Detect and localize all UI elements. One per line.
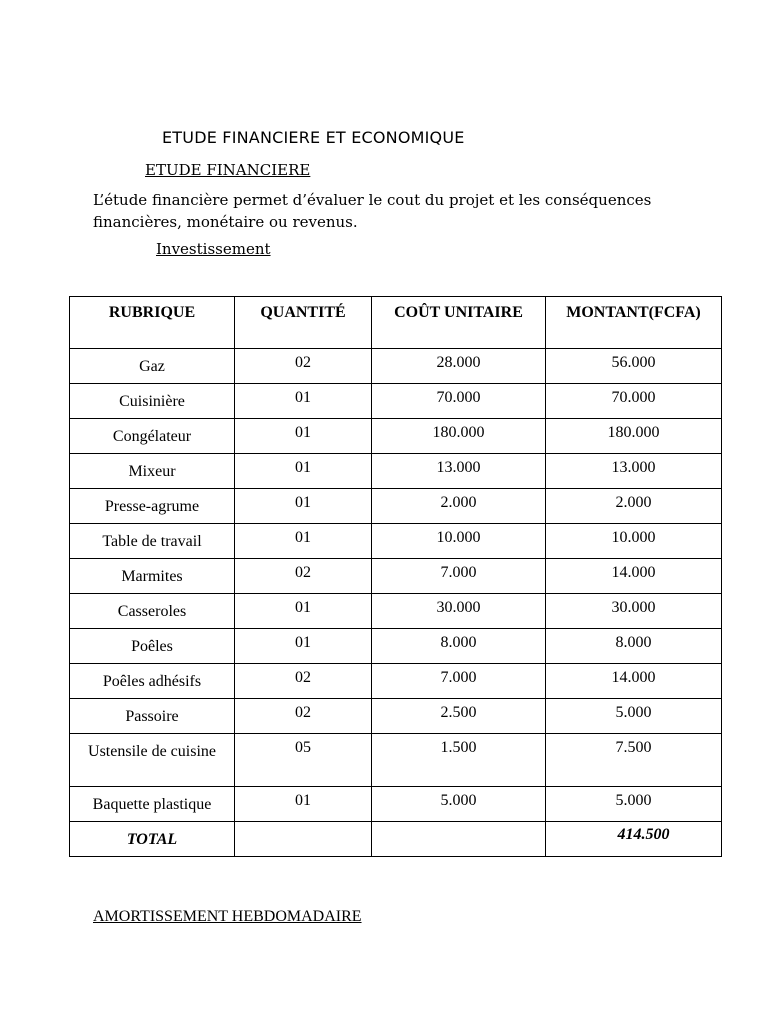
table-row: [70, 559, 722, 594]
document-title: ETUDE FINANCIERE ET ECONOMIQUE: [162, 128, 465, 147]
cell-montant: 2.000: [546, 489, 722, 524]
table-total-row: [70, 822, 722, 857]
cell-montant: 10.000: [546, 524, 722, 559]
subsection-title: Investissement: [156, 240, 271, 258]
cell-quantite: 05: [235, 734, 372, 787]
header-montant: MONTANT(FCFA): [546, 297, 722, 349]
amortissement-title: AMORTISSEMENT HEBDOMADAIRE: [93, 908, 362, 925]
cell-montant: 14.000: [546, 559, 722, 594]
cell-quantite: 01: [235, 454, 372, 489]
cell-quantite: 01: [235, 524, 372, 559]
cell-cout-unitaire: 1.500: [372, 734, 546, 787]
cell-quantite: 02: [235, 699, 372, 734]
table-row: [70, 664, 722, 699]
cell-cout-unitaire: 30.000: [372, 594, 546, 629]
table-header-row: [70, 297, 722, 349]
cell-montant: 180.000: [546, 419, 722, 454]
table-row: [70, 594, 722, 629]
table-row: [70, 787, 722, 822]
header-quantite: QUANTITÉ: [235, 297, 372, 349]
table-row: [70, 734, 722, 787]
cell-rubrique: Marmites: [70, 559, 235, 594]
cell-montant: 14.000: [546, 664, 722, 699]
cell-cout-unitaire: 10.000: [372, 524, 546, 559]
cell-quantite: 01: [235, 787, 372, 822]
header-rubrique: RUBRIQUE: [70, 297, 235, 349]
cell-rubrique: Gaz: [70, 349, 235, 384]
section-title: ETUDE FINANCIERE: [145, 161, 311, 179]
cell-rubrique: Table de travail: [70, 524, 235, 559]
table-row: [70, 699, 722, 734]
cell-rubrique: Ustensile de cuisine: [70, 734, 235, 787]
cell-rubrique: Casseroles: [70, 594, 235, 629]
cell-montant: 70.000: [546, 384, 722, 419]
cell-montant: 13.000: [546, 454, 722, 489]
cell-rubrique: Baquette plastique: [70, 787, 235, 822]
cell-montant: 30.000: [546, 594, 722, 629]
cell-cout-unitaire: 7.000: [372, 559, 546, 594]
cell-quantite: 01: [235, 419, 372, 454]
cell-quantite: 01: [235, 489, 372, 524]
cell-montant: 5.000: [546, 699, 722, 734]
cell-quantite: 02: [235, 349, 372, 384]
cell-cout-unitaire: 28.000: [372, 349, 546, 384]
table-row: [70, 454, 722, 489]
total-value: 414.500: [546, 822, 722, 857]
cell-quantite: 01: [235, 594, 372, 629]
cell-cout-unitaire: 2.000: [372, 489, 546, 524]
intro-paragraph: L’étude financière permet d’évaluer le cout du projet et les conséquences financières, monétaire ou revenus.: [93, 191, 652, 231]
table-row: [70, 524, 722, 559]
table-row: [70, 419, 722, 454]
table-row: [70, 489, 722, 524]
header-cout-unitaire: COÛT UNITAIRE: [372, 297, 546, 349]
cell-montant: 56.000: [546, 349, 722, 384]
cell-rubrique: Mixeur: [70, 454, 235, 489]
cell-cout-unitaire: 2.500: [372, 699, 546, 734]
cell-rubrique: Cuisinière: [70, 384, 235, 419]
cell-quantite: 02: [235, 664, 372, 699]
cell-cout-unitaire: 5.000: [372, 787, 546, 822]
cell-rubrique: Poêles: [70, 629, 235, 664]
table-row: [70, 384, 722, 419]
cell-quantite: 01: [235, 384, 372, 419]
cell-quantite: 01: [235, 629, 372, 664]
cell-montant: 8.000: [546, 629, 722, 664]
investment-table: [69, 296, 722, 857]
total-empty-quantite: [235, 822, 372, 857]
cell-cout-unitaire: 8.000: [372, 629, 546, 664]
table-row: [70, 629, 722, 664]
total-empty-cout: [372, 822, 546, 857]
table-row: [70, 349, 722, 384]
cell-cout-unitaire: 13.000: [372, 454, 546, 489]
cell-rubrique: Poêles adhésifs: [70, 664, 235, 699]
cell-cout-unitaire: 70.000: [372, 384, 546, 419]
cell-cout-unitaire: 7.000: [372, 664, 546, 699]
cell-rubrique: Congélateur: [70, 419, 235, 454]
cell-montant: 5.000: [546, 787, 722, 822]
cell-quantite: 02: [235, 559, 372, 594]
total-label: TOTAL: [70, 822, 235, 857]
cell-rubrique: Passoire: [70, 699, 235, 734]
cell-cout-unitaire: 180.000: [372, 419, 546, 454]
cell-montant: 7.500: [546, 734, 722, 787]
cell-rubrique: Presse-agrume: [70, 489, 235, 524]
